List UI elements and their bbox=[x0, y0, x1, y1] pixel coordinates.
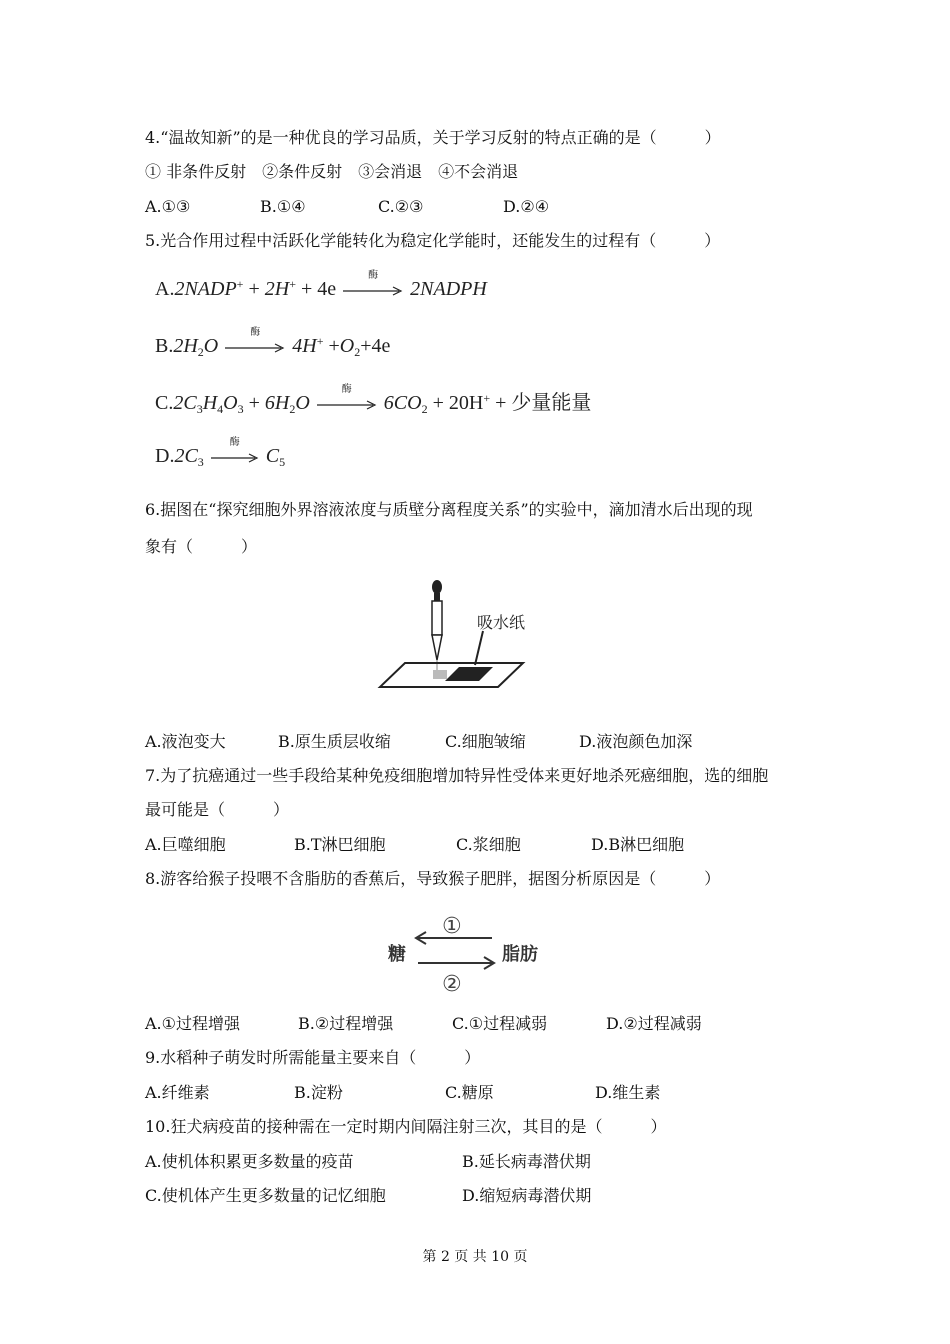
q8-figure bbox=[380, 905, 560, 1000]
q8-stem: 8.游客给猴子投喂不含脂肪的香蕉后，导致猴子肥胖，据图分析原因是（ ） bbox=[145, 869, 721, 888]
q5-option-a: A.2NADP+ + 2H+ + 4e 酶 2NADPH bbox=[155, 270, 487, 300]
q6-option-d: D.液泡颜色加深 bbox=[579, 732, 693, 751]
reaction-arrow: 酶 bbox=[343, 280, 403, 300]
q4-option-b: B.①④ bbox=[260, 197, 306, 216]
q4-option-a: A.①③ bbox=[145, 197, 191, 216]
q6-option-c: C.细胞皱缩 bbox=[445, 732, 526, 751]
q5-option-d: $D.2C_3$ 酶 $C_5$ bbox=[155, 437, 286, 469]
q4-option-c: C.②③ bbox=[378, 197, 424, 216]
q10-option-c: C.使机体产生更多数量的记忆细胞 bbox=[145, 1186, 386, 1205]
process-1-label: ① bbox=[442, 914, 462, 939]
q8-option-d: D.②过程减弱 bbox=[606, 1014, 702, 1033]
q9-option-d: D.维生素 bbox=[595, 1083, 661, 1102]
q7-stem-line1: 7.为了抗癌通过一些手段给某种免疫细胞增加特异性受体来更好地杀死癌细胞，选的细胞 bbox=[145, 766, 769, 785]
process-2-label: ② bbox=[442, 972, 462, 997]
q10-option-a: A.使机体积累更多数量的疫苗 bbox=[145, 1152, 354, 1171]
q10-stem: 10.狂犬病疫苗的接种需在一定时期内间隔注射三次，其目的是（ ） bbox=[145, 1117, 667, 1136]
q10-option-d: D.缩短病毒潜伏期 bbox=[462, 1186, 592, 1205]
q5-stem: 5.光合作用过程中活跃化学能转化为稳定化学能时，还能发生的过程有（ ） bbox=[145, 231, 721, 250]
q4-option-d: D.②④ bbox=[503, 197, 550, 216]
q6-stem-line2: 象有（ ） bbox=[145, 537, 258, 556]
q4-stem: 4.“温故知新”的是一种优良的学习品质，关于学习反射的特点正确的是（ ） bbox=[145, 128, 721, 147]
q7-option-b: B.T淋巴细胞 bbox=[294, 835, 386, 854]
q7-option-a: A.巨噬细胞 bbox=[145, 835, 226, 854]
q7-stem-line2: 最可能是（ ） bbox=[145, 800, 290, 819]
q6-option-a: A.液泡变大 bbox=[145, 732, 226, 751]
figure-left-label: 糖 bbox=[388, 944, 406, 965]
dropper-icon bbox=[432, 580, 442, 675]
q8-option-c: C.①过程减弱 bbox=[452, 1014, 548, 1033]
q10-option-b: B.延长病毒潜伏期 bbox=[462, 1152, 591, 1171]
q8-option-a: A.①过程增强 bbox=[145, 1014, 240, 1033]
figure-right-label: 脂肪 bbox=[502, 944, 538, 965]
reaction-arrow: 酶 bbox=[225, 337, 285, 357]
q5-option-c: $C.2C_3H_4O_3 + 6H_2O$ 酶 $6CO_2 + 20H^+$ + 少量能量 bbox=[155, 384, 592, 416]
reaction-arrow: 酶 bbox=[317, 394, 377, 414]
absorbent-paper bbox=[445, 667, 493, 681]
q9-option-b: B.淀粉 bbox=[294, 1083, 343, 1102]
q9-stem: 9.水稻种子萌发时所需能量主要来自（ ） bbox=[145, 1048, 481, 1067]
q6-stem-line1: 6.据图在“探究细胞外界溶液浓度与质壁分离程度关系”的实验中，滴加清水后出现的现 bbox=[145, 500, 753, 519]
q4-items: ① 非条件反射 ②条件反射 ③会消退 ④不会消退 bbox=[145, 162, 519, 181]
q9-option-c: C.糖原 bbox=[445, 1083, 494, 1102]
q9-option-a: A.纤维素 bbox=[145, 1083, 210, 1102]
q8-option-b: B.②过程增强 bbox=[298, 1014, 394, 1033]
q6-figure bbox=[375, 575, 535, 695]
reaction-arrow: 酶 bbox=[211, 447, 259, 467]
q7-option-c: C.浆细胞 bbox=[456, 835, 521, 854]
q7-option-d: D.B淋巴细胞 bbox=[591, 835, 685, 854]
q6-option-b: B.原生质层收缩 bbox=[278, 732, 391, 751]
page-footer: 第 2 页 共 10 页 bbox=[422, 1249, 528, 1265]
q5-option-b: $B.2H_2O$ 酶 $4H^+ +O_2+4e$ bbox=[155, 327, 391, 359]
figure-label: 吸水纸 bbox=[477, 613, 526, 632]
